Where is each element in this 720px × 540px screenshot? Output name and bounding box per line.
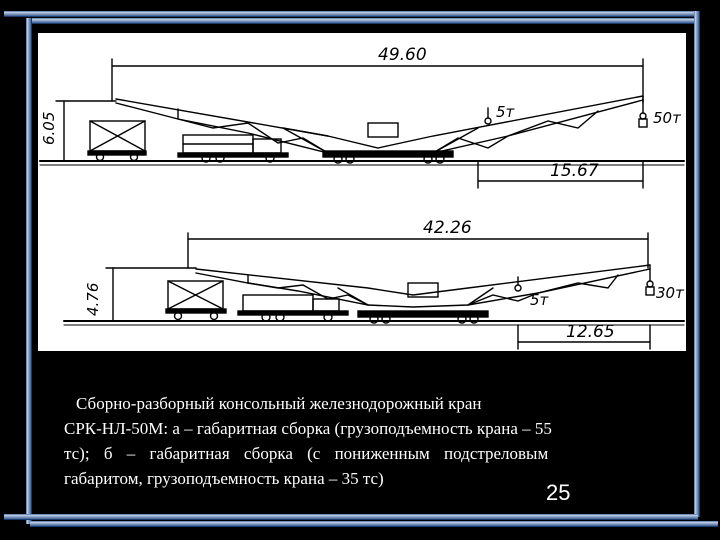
frame-bottom-bar <box>4 514 698 520</box>
diagram-a-height-label: 6.05 <box>40 111 58 145</box>
caption-line-3: тс); б – габаритная сборка (с пониженным подстреловым <box>64 444 549 463</box>
diagram-b-span-label: 42.26 <box>423 218 472 238</box>
diagram-b-end-load: 30т <box>656 284 684 302</box>
frame-right-bar <box>694 11 700 517</box>
diagram-a-mid-load: 5т <box>496 103 515 121</box>
crane-drawing <box>38 33 686 351</box>
diagram-a-end-load: 50т <box>653 109 681 127</box>
caption-line-4: габаритом, грузоподъемность крана – 35 тс) <box>64 469 384 488</box>
diagram-a-console-label: 15.67 <box>550 161 599 181</box>
frame-left-bar <box>26 18 32 524</box>
caption-line-1: Сборно-разборный консольный железнодорожный кран <box>76 394 482 413</box>
diagram-a-span-label: 49.60 <box>378 45 427 65</box>
diagram-b-mid-load: 5т <box>530 291 549 309</box>
page-number: 25 <box>546 480 571 505</box>
frame-bottom-bar-inner <box>30 521 718 527</box>
figure-caption <box>64 391 656 491</box>
frame-top-bar <box>4 11 694 17</box>
diagram-a <box>40 45 684 188</box>
caption-line-2: СРК-НЛ-50М: а – габаритная сборка (грузоподъемность крана – 55 <box>64 419 552 438</box>
diagram-b-console-label: 12.65 <box>566 322 615 342</box>
frame-top-bar-inner <box>26 18 698 24</box>
diagram-b-height-label: 4.76 <box>84 282 102 316</box>
diagram-b <box>64 218 685 349</box>
